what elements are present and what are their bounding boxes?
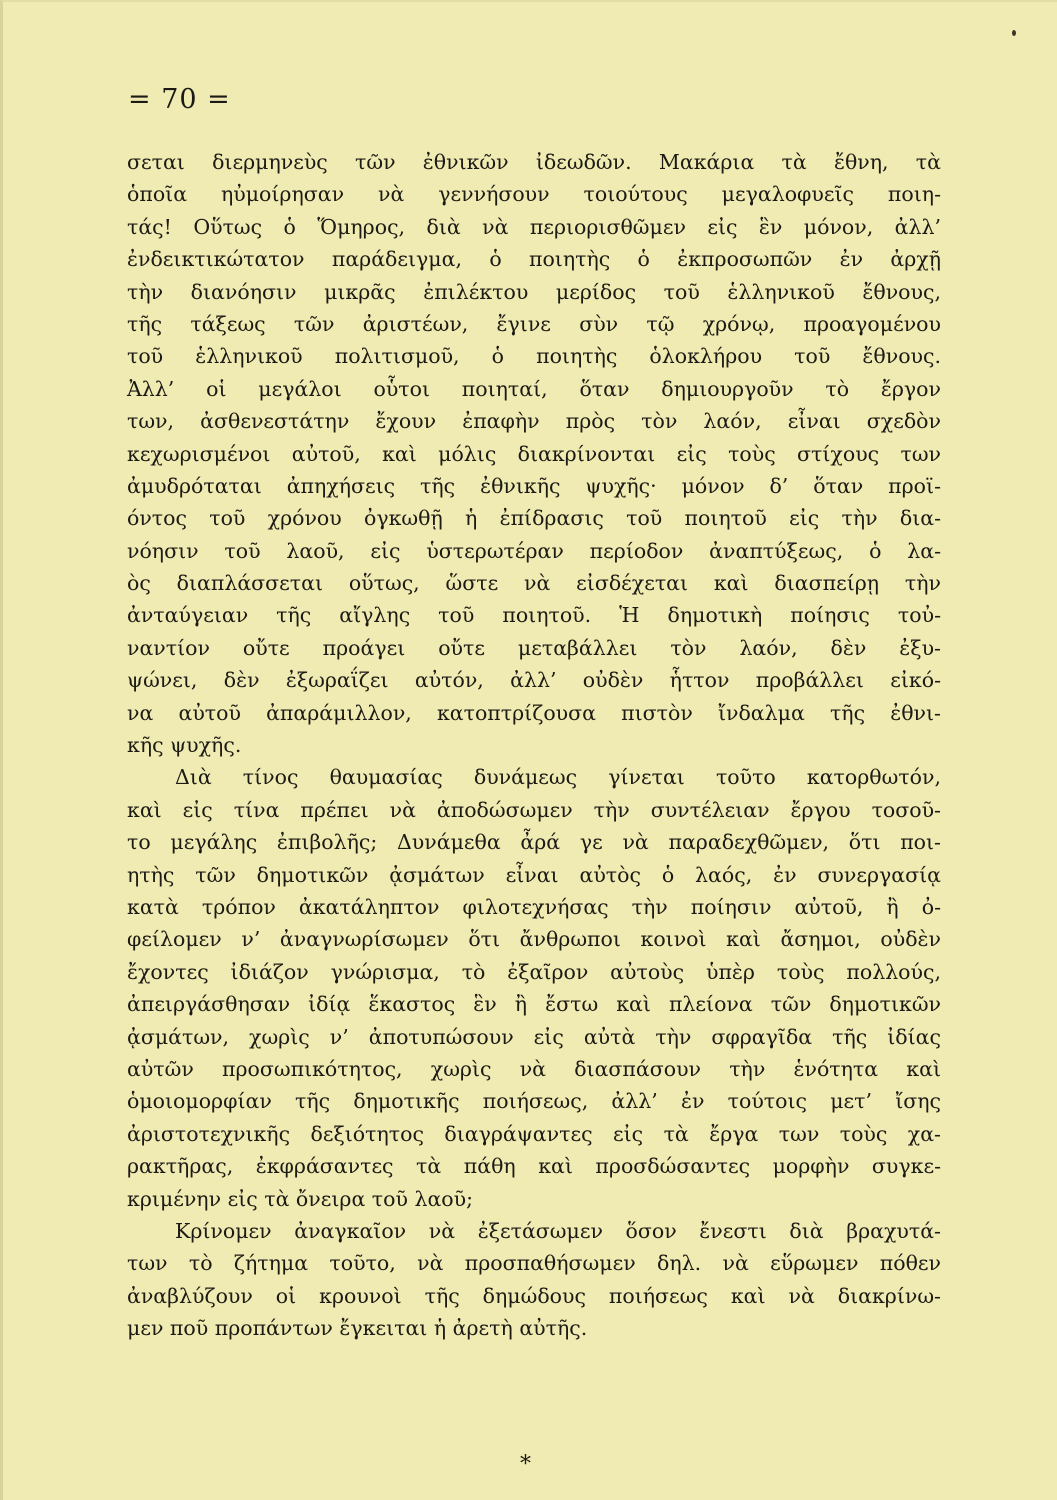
text-line: ἀπειργάσθησαν ἰδίᾳ ἕκαστος ἓν ἢ ἔστω καὶ πλείονα τῶν δημοτικῶν [127,992,941,1017]
text-line: αὐτῶν προσωπικότητος, χωρὶς νὰ διασπάσουν τὴν ἑνότητα καὶ [127,1056,941,1081]
page-number: = 70 = [128,84,231,115]
text-line: όντος τοῦ χρόνου ὀγκωθῇ ἡ ἐπίδρασις τοῦ ποιητοῦ εἰς τὴν δια- [127,506,941,531]
text-line: κατὰ τρόπον ἀκατάληπτον φιλοτεχνήσας τὴν ποίησιν αὐτοῦ, ἢ ὀ- [127,894,941,919]
text-line: ναντίον οὔτε προάγει οὔτε μεταβάλλει τὸν λαόν, δὲν ἐξυ- [127,635,941,660]
footer-asterisk: * [520,1452,531,1477]
text-line: ὁποῖα ηὐμοίρησαν νὰ γεννήσουν τοιούτους μεγαλοφυεῖς ποιη- [127,182,941,207]
text-line: των, ἀσθενεστάτην ἔχουν ἐπαφὴν πρὸς τὸν λαόν, εἶναι σχεδὸν [127,409,941,434]
text-line: να αὐτοῦ ἀπαράμιλλον, κατοπτρίζουσα πιστὸν ἴνδαλμα τῆς ἐθνι- [127,700,941,725]
text-line: ἀνταύγειαν τῆς αἴγλης τοῦ ποιητοῦ. Ἡ δημοτικὴ ποίησις τοὐ- [127,603,941,628]
text-line: κῆς ψυχῆς. [127,733,242,758]
text-line: το μεγάλης ἐπιβολῆς; Δυνάμεθα ἆρά γε νὰ παραδεχθῶμεν, ὅτι ποι- [127,830,941,855]
text-line: ἀναβλύζουν οἱ κρουνοὶ τῆς δημώδους ποιήσεως καὶ νὰ διακρίνω- [127,1283,941,1308]
text-line: ρακτῆρας, ἐκφράσαντες τὰ πάθη καὶ προσδώσαντες μορφὴν συγκε- [127,1154,941,1179]
text-line: κεχωρισμένοι αὐτοῦ, καὶ μόλις διακρίνονται εἰς τοὺς στίχους των [127,441,941,466]
text-line: ἔχοντες ἰδιάζον γνώρισμα, τὸ ἐξαῖρον αὐτοὺς ὑπὲρ τοὺς πολλούς, [127,959,941,984]
text-line: ᾀσμάτων, χωρὶς ν’ ἀποτυπώσουν εἰς αὐτὰ τὴν σφραγῖδα τῆς ἰδίας [127,1024,941,1049]
speck [1012,30,1016,36]
text-line: τὴν διανόησιν μικρᾶς ἐπιλέκτου μερίδος τοῦ ἑλληνικοῦ ἔθνους, [127,279,941,304]
text-line: νόησιν τοῦ λαοῦ, εἰς ὑστερωτέραν περίοδον ἀναπτύξεως, ὁ λα- [127,538,941,563]
text-line: καὶ εἰς τίνα πρέπει νὰ ἀποδώσωμεν τὴν συντέλειαν ἔργου τοσοῦ- [127,797,941,822]
text-line: ἀριστοτεχνικῆς δεξιότητος διαγράψαντες εἰς τὰ ἔργα των τοὺς χα- [127,1121,941,1146]
text-line: κριμένην εἰς τὰ ὄνειρα τοῦ λαοῦ; [127,1186,474,1211]
text-line: φείλομεν ν’ ἀναγνωρίσωμεν ὅτι ἄνθρωποι κοινοὶ καὶ ἄσημοι, οὐδὲν [127,927,941,952]
text-line: ἐνδεικτικώτατον παράδειγμα, ὁ ποιητὴς ὁ ἐκπροσωπῶν ἐν ἀρχῇ [127,247,941,272]
text-line: μεν ποῦ προπάντων ἔγκειται ἡ ἀρετὴ αὐτῆς. [127,1316,588,1341]
text-line: ὸς διαπλάσσεται οὕτως, ὥστε νὰ εἰσδέχεται καὶ διασπείρῃ τὴν [127,571,941,596]
body-text [127,146,941,1344]
text-line: ητὴς τῶν δημοτικῶν ᾀσμάτων εἶναι αὐτὸς ὁ λαός, ἐν συνεργασίᾳ [127,862,941,887]
text-line: ψώνει, δὲν ἐξωραΐζει αὐτόν, ἀλλ’ οὐδὲν ἧττον προβάλλει εἰκό- [127,668,941,693]
text-line: τάς! Οὕτως ὁ Ὅμηρος, διὰ νὰ περιορισθῶμεν εἰς ἓν μόνον, ἀλλ’ [127,214,941,239]
text-line: Διὰ τίνος θαυμασίας δυνάμεως γίνεται τοῦτο κατορθωτόν, [175,765,941,790]
text-line: τῆς τάξεως τῶν ἀριστέων, ἔγινε σὺν τῷ χρόνῳ, προαγομένου [127,311,941,336]
text-line: Κρίνομεν ἀναγκαῖον νὰ ἐξετάσωμεν ὅσον ἔνεστι διὰ βραχυτά- [175,1218,941,1243]
text-line: σεται διερμηνεὺς τῶν ἐθνικῶν ἰδεωδῶν. Μακάρια τὰ ἔθνη, τὰ [127,150,941,174]
text-line: ἀμυδρόταται ἀπηχήσεις τῆς ἐθνικῆς ψυχῆς· μόνον δ’ ὅταν προϊ- [127,473,941,498]
text-line: τοῦ ἑλληνικοῦ πολιτισμοῦ, ὁ ποιητὴς ὁλοκλήρου τοῦ ἔθνους. [127,344,941,369]
text-line: των τὸ ζήτημα τοῦτο, νὰ προσπαθήσωμεν δηλ. νὰ εὕρωμεν πόθεν [127,1251,941,1276]
text-line: ὁμοιομορφίαν τῆς δημοτικῆς ποιήσεως, ἀλλ’ ἐν τούτοις μετ’ ἴσης [127,1089,941,1114]
text-line: Ἀλλ’ οἱ μεγάλοι οὗτοι ποιηταί, ὅταν δημιουργοῦν τὸ ἔργον [127,376,941,401]
